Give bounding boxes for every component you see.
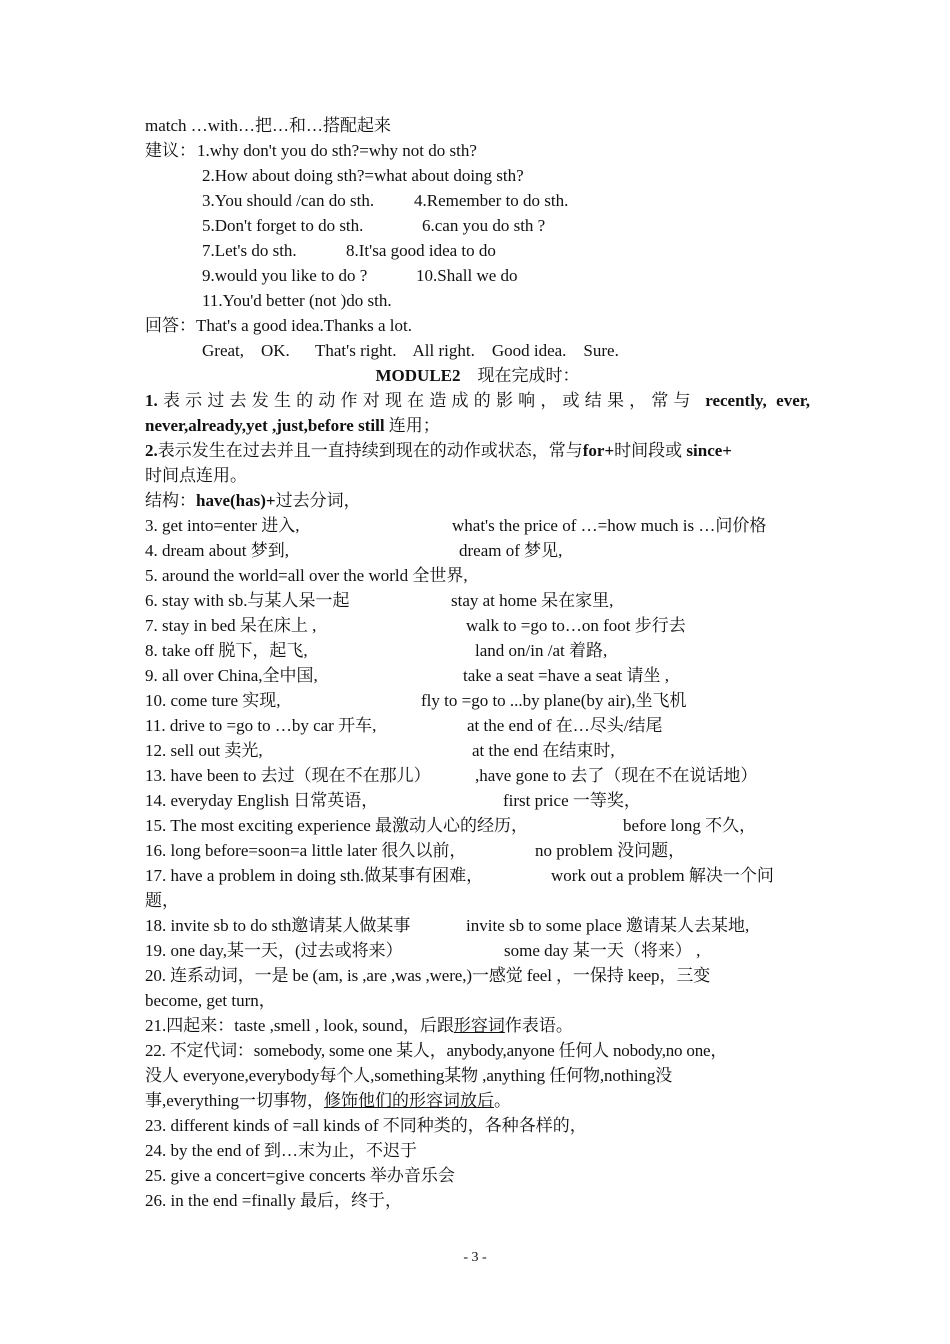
page-number: - 3 - [463,1250,487,1265]
text: 连用； [388,416,440,435]
text-line [202,338,867,363]
text: some day 某一天（将来） , [504,941,701,960]
text: 6.can you do sth ? [422,216,546,235]
text-line [145,138,810,163]
phrase-right: at the end 在结束时, [472,741,615,760]
text: 17. have a problem in doing sth.做某事有困难， [145,866,484,885]
keyword: for+ [582,441,615,460]
text-line [145,1163,810,1188]
text: 。 [493,1091,511,1110]
text: match …with…把…和…搭配起来 [145,116,392,135]
text-line [145,913,810,938]
text: 5.Don't forget to do sth. [202,216,364,235]
text: 4.Remember to do sth. [414,191,569,210]
text: 7.Let's do sth. [202,241,297,260]
text: 19. one day,某一天，(过去或将来） [145,941,403,960]
phrase-left: 6. stay with sb.与某人呆一起 [145,591,350,610]
label: 建议： [145,141,196,160]
phrase-left: 7. stay in bed 呆在床上 , [145,616,317,635]
text-line [145,988,810,1013]
text: 2.How about doing sth?=what about doing sth? [202,166,524,185]
phrase-row [145,563,810,588]
phrase-row [145,538,810,563]
text: 表示发生在过去并且一直持续到现在的动作或状态，常与 [157,441,583,460]
phrase-left: 12. sell out 卖光, [145,741,263,760]
text: 表示过去发生的动作对现在造成的影响，或结果，常与 [157,391,696,410]
text-line [145,1188,810,1213]
text-line [145,1038,810,1063]
phrase-row [145,688,810,713]
text-line [145,1063,810,1088]
text-line [145,938,810,963]
phrase-left: 13. have been to 去过（现在不在那儿） [145,766,431,785]
number: 2. [145,441,158,460]
phrase-row [145,838,810,863]
phrase-left: 14. everyday English 日常英语， [145,791,379,810]
text-line [145,438,810,463]
text-line [145,863,810,888]
label: 结构： [145,491,196,510]
phrase-right: stay at home 呆在家里, [451,591,614,610]
phrase-row [145,638,810,663]
text: 26. in the end =finally 最后，终于， [145,1191,403,1210]
phrase-left: 15. The most exciting experience 最激动人心的经历， [145,816,529,835]
text-line [145,888,810,913]
number: 1. [145,391,158,410]
title-bold: MODULE2 [375,366,461,385]
underlined-text: 修饰他们的形容词放后 [323,1091,494,1110]
text-line [202,188,867,213]
phrase-right: dream of 梦见, [459,541,563,560]
text-line [145,963,810,988]
text-line [202,238,867,263]
text: 24. by the end of 到…末为止，不迟于 [145,1141,417,1160]
text-line [145,388,810,413]
text: 20. 连系动词，一是 be (am, is ,are ,was ,were,)一感觉 feel ，一保持 keep，三变 [145,966,711,985]
text: 21.四起来：taste ,smell , look, sound，后跟 [145,1016,454,1035]
keyword: have(has)+ [196,491,276,510]
text-line [202,213,867,238]
phrase-left: 10. come ture 实现, [145,691,281,710]
text: 22. 不定代词：somebody, some one 某人，anybody,anyone 任何人 nobody,no one， [145,1041,728,1060]
text-line [202,263,867,288]
phrase-left: 16. long before=soon=a little later 很久以前， [145,841,467,860]
phrase-row [145,613,810,638]
phrase-row [145,763,810,788]
phrase-row [145,813,810,838]
phrase-row [145,788,810,813]
phrase-right: at the end of 在…尽头/结尾 [467,716,663,735]
text: 11.You'd better (not )do sth. [202,291,392,310]
text: 事,everything一切事物， [145,1091,324,1110]
keyword: since+ [686,441,732,460]
text-line [145,1113,810,1138]
text: 8.It'sa good idea to do [346,241,496,260]
title-text: 现在完成时： [460,366,580,385]
phrase-row [145,513,810,538]
text-line [202,163,867,188]
text-line [202,288,867,313]
text: 1.why don't you do sth?=why not do sth? [197,141,477,160]
text: 25. give a concert=give concerts 举办音乐会 [145,1166,455,1185]
text: 题， [145,891,179,910]
text: 9.would you like to do ? [202,266,368,285]
phrase-left: 4. dream about 梦到, [145,541,289,560]
phrase-right: fly to =go to ...by plane(by air),坐飞机 [421,691,687,710]
phrase-right: before long 不久， [623,816,757,835]
keyword: never,already,yet ,just,before still [145,416,385,435]
text-line [145,488,810,513]
text: That's a good idea.Thanks a lot. [196,316,412,335]
phrase-right: first price 一等奖， [503,791,641,810]
text-line [145,463,810,488]
keyword: recently, ever, [705,391,811,410]
text: 时间段或 [614,441,683,460]
phrase-right: walk to =go to…on foot 步行去 [466,616,686,635]
phrase-row [145,588,810,613]
text: 作表语。 [504,1016,573,1035]
text: Great, OK. That's right. All right. Good idea. Sure. [202,341,619,360]
phrase-left: 11. drive to =go to …by car 开车, [145,716,377,735]
phrase-right: no problem 没问题， [535,841,686,860]
text-line [145,313,810,338]
phrase-left: 3. get into=enter 进入, [145,516,300,535]
text: work out a problem 解决一个问 [551,866,774,885]
phrase-right: what's the price of …=how much is …问价格 [452,516,767,535]
text: 过去分词， [275,491,361,510]
text: 没人 everyone,everybody每个人,something某物 ,anything 任何物,nothing没 [145,1066,673,1085]
text-line [145,1088,810,1113]
phrase-left: 5. around the world=all over the world 全世界, [145,566,468,585]
phrase-left: 9. all over China,全中国, [145,666,318,685]
text-line [145,1013,810,1038]
text-line [145,1138,810,1163]
phrase-right: take a seat =have a seat 请坐 , [463,666,669,685]
phrase-left: 8. take off 脱下，起飞, [145,641,308,660]
phrase-row [145,738,810,763]
phrase-row [145,663,810,688]
text: 3.You should /can do sth. [202,191,375,210]
text: become, get turn， [145,991,276,1010]
text: 18. invite sb to do sth邀请某人做某事 [145,916,411,935]
text-line [145,113,810,138]
text-line [145,413,810,438]
text: 时间点连用。 [145,466,247,485]
label: 回答： [145,316,196,335]
text: 10.Shall we do [416,266,518,285]
phrase-row [145,713,810,738]
phrase-right: land on/in /at 着路, [475,641,608,660]
section-title [145,363,810,388]
text: invite sb to some place 邀请某人去某地, [466,916,750,935]
text: 23. different kinds of =all kinds of 不同种类的，各种各样的， [145,1116,587,1135]
phrase-right: ,have gone to 去了（现在不在说话地） [475,766,758,785]
underlined-text: 形容词 [453,1016,505,1035]
